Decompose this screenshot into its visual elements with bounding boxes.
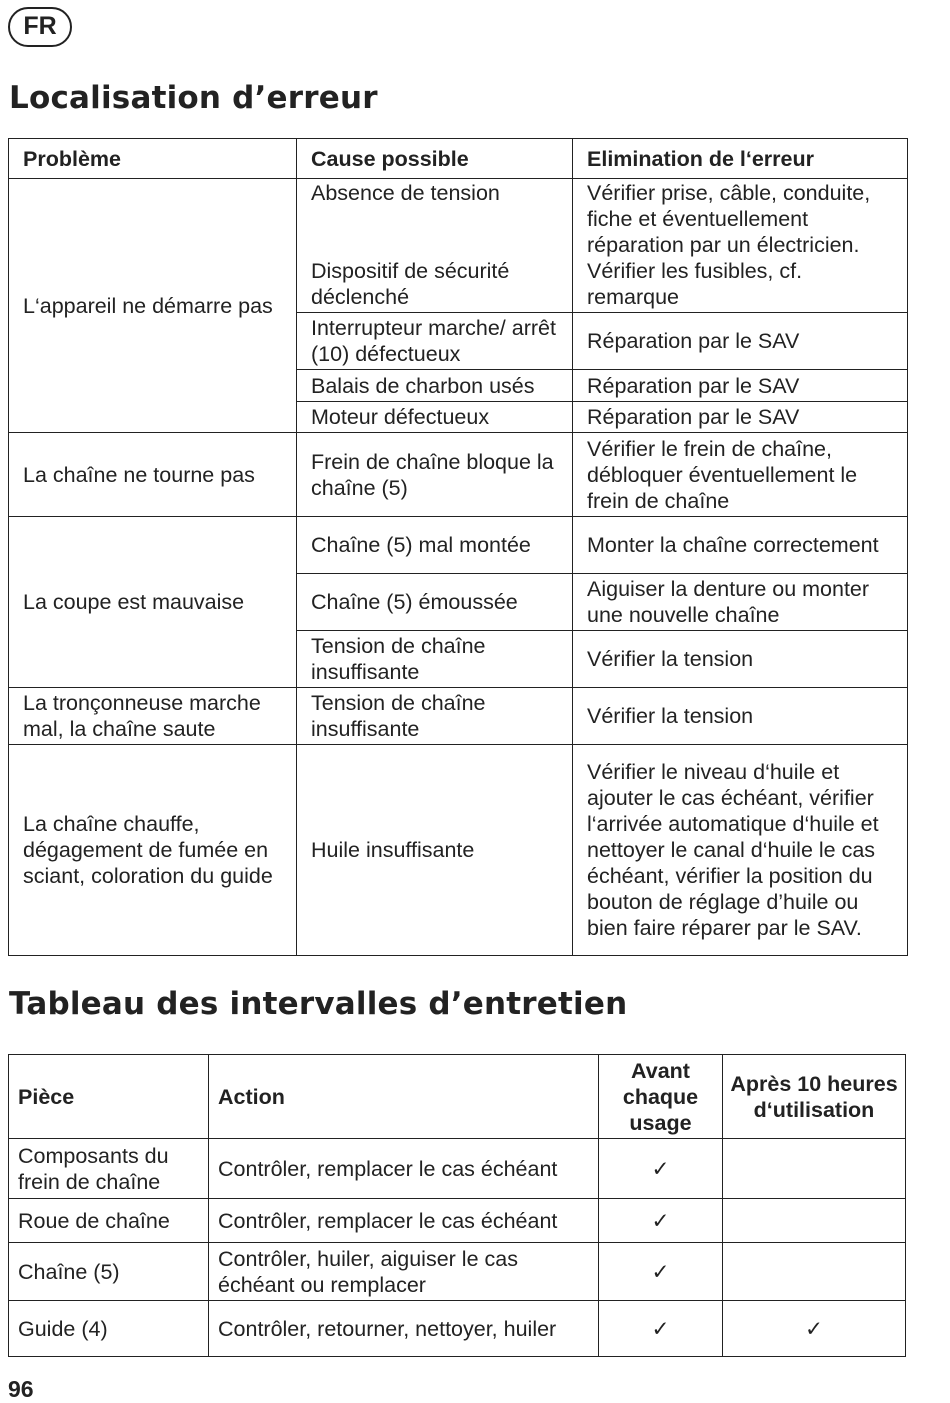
remedy-cell: Vérifier prise, câble, conduite, fiche et éventuellement réparation par un électricien. Vérifier les fusibles, cf. remarque xyxy=(573,179,908,313)
table-row xyxy=(9,1301,906,1357)
column-header-part: Pièce xyxy=(9,1055,209,1139)
column-header-problem: Problème xyxy=(9,139,297,179)
column-header-action: Action xyxy=(209,1055,599,1139)
remedy-cell: Réparation par le SAV xyxy=(573,402,908,433)
cause-cell: Interrupteur marche/ arrêt (10) défectueux xyxy=(297,313,573,370)
cause-cell: Absence de tension Dispositif de sécurité déclenché xyxy=(297,179,573,313)
check-cell xyxy=(723,1243,906,1301)
column-header-after-10-hours: Après 10 heures d‘utilisation xyxy=(723,1055,906,1139)
table-row xyxy=(9,1139,906,1199)
part-cell: Guide (4) xyxy=(9,1301,209,1357)
problem-cell: La chaîne chauffe, dégagement de fumée en sciant, coloration du guide xyxy=(9,745,297,956)
column-header-remedy: Elimination de l‘erreur xyxy=(573,139,908,179)
remedy-cell: Vérifier le frein de chaîne, débloquer éventuellement le frein de chaîne xyxy=(573,433,908,517)
problem-cell: La chaîne ne tourne pas xyxy=(9,433,297,517)
maintenance-title: Tableau des intervalles d’entretien xyxy=(9,986,628,1022)
cause-cell: Tension de chaîne insuffisante xyxy=(297,688,573,745)
check-mark-icon: ✓ xyxy=(599,1199,723,1243)
table-header-row xyxy=(9,1055,906,1139)
table-row xyxy=(9,688,908,745)
cause-cell: Chaîne (5) émoussée xyxy=(297,574,573,631)
cause-cell: Balais de charbon usés xyxy=(297,370,573,402)
cause-cell: Tension de chaîne insuffisante xyxy=(297,631,573,688)
remedy-cell: Réparation par le SAV xyxy=(573,370,908,402)
check-mark-icon: ✓ xyxy=(599,1301,723,1357)
check-cell xyxy=(723,1199,906,1243)
fault-finding-title: Localisation d’erreur xyxy=(9,80,378,116)
remedy-cell: Aiguiser la denture ou monter une nouvelle chaîne xyxy=(573,574,908,631)
table-row xyxy=(9,1243,906,1301)
action-cell: Contrôler, retourner, nettoyer, huiler xyxy=(209,1301,599,1357)
page-number: 96 xyxy=(8,1376,34,1402)
part-cell: Chaîne (5) xyxy=(9,1243,209,1301)
table-row xyxy=(9,745,908,956)
action-cell: Contrôler, remplacer le cas échéant xyxy=(209,1199,599,1243)
remedy-cell: Réparation par le SAV xyxy=(573,313,908,370)
table-row xyxy=(9,517,908,574)
remedy-cell: Vérifier la tension xyxy=(573,631,908,688)
maintenance-table xyxy=(8,1054,906,1357)
column-header-before-use: Avant chaque usage xyxy=(599,1055,723,1139)
cause-cell: Moteur défectueux xyxy=(297,402,573,433)
remedy-cell: Vérifier le niveau d‘huile et ajouter le cas échéant, vérifier l‘arrivée automatique d‘huile et nettoyer le canal d‘huile le cas échéant, vérifier la position du bouton de réglage d’huile ou bien faire réparer par le SAV. xyxy=(573,745,908,956)
check-mark-icon: ✓ xyxy=(599,1243,723,1301)
table-row xyxy=(9,179,908,313)
part-cell: Composants du frein de chaîne xyxy=(9,1139,209,1199)
language-badge: FR xyxy=(8,7,72,47)
problem-cell: L‘appareil ne démarre pas xyxy=(9,179,297,433)
cause-cell: Huile insuffisante xyxy=(297,745,573,956)
table-header-row xyxy=(9,139,908,179)
table-row xyxy=(9,433,908,517)
problem-cell: La tronçonneuse marche mal, la chaîne saute xyxy=(9,688,297,745)
remedy-cell: Monter la chaîne correctement xyxy=(573,517,908,574)
fault-finding-table xyxy=(8,138,908,956)
remedy-cell: Vérifier la tension xyxy=(573,688,908,745)
cause-cell: Frein de chaîne bloque la chaîne (5) xyxy=(297,433,573,517)
action-cell: Contrôler, remplacer le cas échéant xyxy=(209,1139,599,1199)
column-header-cause: Cause possible xyxy=(297,139,573,179)
problem-cell: La coupe est mauvaise xyxy=(9,517,297,688)
check-mark-icon: ✓ xyxy=(599,1139,723,1199)
part-cell: Roue de chaîne xyxy=(9,1199,209,1243)
check-cell xyxy=(723,1139,906,1199)
cause-cell: Chaîne (5) mal montée xyxy=(297,517,573,574)
table-row xyxy=(9,1199,906,1243)
action-cell: Contrôler, huiler, aiguiser le cas échéant ou remplacer xyxy=(209,1243,599,1301)
check-mark-icon: ✓ xyxy=(723,1301,906,1357)
